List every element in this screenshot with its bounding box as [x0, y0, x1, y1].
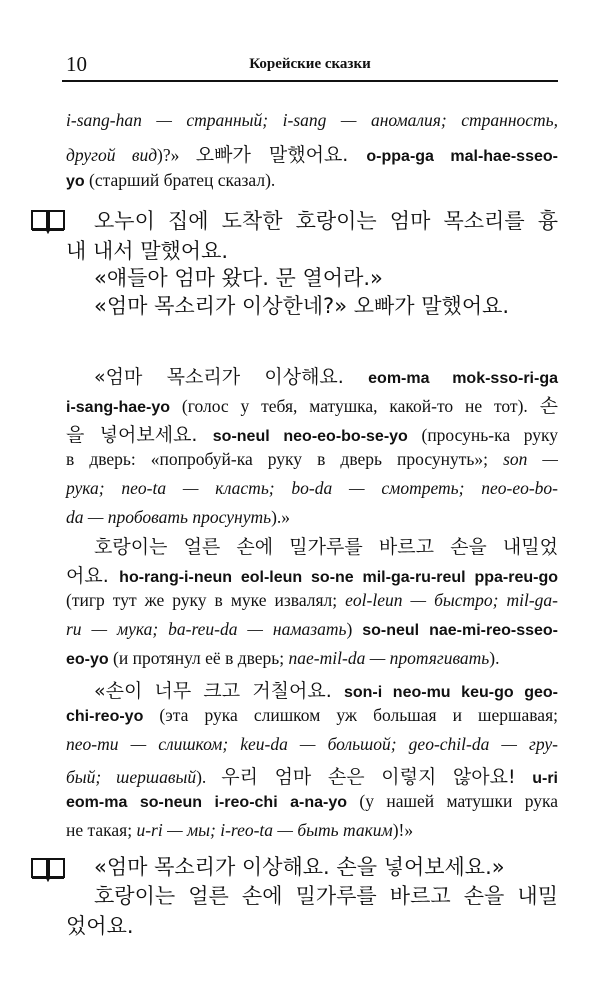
- text-line: [66, 705, 558, 726]
- plain-text: )!»: [392, 820, 414, 840]
- romanization-bold: eom-ma mok-sso-ri-ga: [368, 370, 559, 387]
- romanization-bold: eo-yo: [66, 651, 109, 668]
- plain-text: (старший братец сказал).: [84, 170, 276, 190]
- plain-text: ).: [196, 767, 222, 787]
- gloss-italic: eol-leun — быстро; mil-ga-: [345, 590, 558, 610]
- romanization-bold: eom-ma so-neun i-reo-chi a-na-yo: [66, 794, 348, 811]
- text-line: [66, 478, 558, 499]
- romanization-bold: chi-reo-yo: [66, 708, 144, 725]
- gloss-italic: рука; neo-ta — класть; bo-da — смотреть; neo-eo-bo-: [66, 478, 558, 498]
- korean-text: 손: [539, 395, 558, 417]
- page-number: 10: [66, 52, 87, 76]
- romanization-bold: so-neul nae-mi-reo-sseo-: [362, 622, 559, 639]
- text-line: [66, 561, 558, 588]
- page-header: [62, 50, 558, 80]
- text-line: [66, 791, 558, 812]
- korean-text: 호랑이는 얼른 손에 밀가루를 바르고 손을 내밀었: [94, 536, 558, 558]
- plain-text: ): [346, 619, 363, 639]
- plain-text: )?»: [157, 145, 196, 165]
- plain-text: (у нашей матушки рука: [347, 791, 559, 811]
- korean-text: «손이 너무 크고 거칠어요.: [94, 680, 344, 702]
- text-line: [94, 290, 558, 320]
- book-icon: [30, 208, 66, 234]
- text-line: [66, 170, 558, 191]
- korean-text: 호랑이는 얼른 손에 밀가루를 바르고 손을 내밀: [94, 884, 558, 908]
- romanization-bold: i-sang-hae-yo: [66, 399, 171, 416]
- text-line: [66, 734, 558, 755]
- header-rule: [62, 80, 558, 82]
- text-line: [66, 507, 558, 528]
- text-line: [94, 851, 558, 881]
- romanization-bold: yo: [66, 173, 85, 190]
- plain-text: (эта рука слишком уж большая и шершавая;: [143, 705, 558, 725]
- gloss-italic: другой вид: [66, 145, 158, 165]
- gloss-italic: i-sang: [282, 110, 327, 130]
- gloss-italic: neo-mu — слишком; keu-da — большой; geo-chil-da — гру-: [66, 734, 558, 754]
- korean-text: «엄마 목소리가 이상한네?» 오빠가 말했어요.: [94, 294, 510, 318]
- running-title: Корейские сказки: [249, 56, 371, 72]
- korean-text: 을 넣어보세요.: [66, 424, 213, 446]
- romanization-bold: ho-rang-i-neun eol-leun so-ne mil-ga-ru-reul ppa-reu-go: [119, 569, 558, 586]
- text-line: [66, 619, 558, 640]
- text-line: [66, 648, 558, 669]
- text-line: [94, 676, 558, 703]
- korean-text: 오누이 집에 도착한 호랑이는 엄마 목소리를 흉: [94, 209, 558, 233]
- text-line: [66, 140, 558, 167]
- plain-text: ).: [489, 648, 500, 668]
- korean-text: «엄마 목소리가 이상해요. 손을 넣어보세요.»: [94, 855, 505, 879]
- text-line: [94, 362, 558, 389]
- plain-text: (голос у тебя, матушка, какой-то не тот).: [170, 396, 540, 416]
- text-line: [66, 820, 558, 841]
- korean-text: 우리 엄마 손은 이렇지 않아요!: [221, 766, 533, 788]
- plain-text: в дверь: «попробуй-ка руку в дверь просунуть»;: [66, 449, 504, 469]
- gloss-italic: — странный;: [141, 110, 283, 130]
- text-line: [66, 110, 558, 131]
- text-line: [66, 590, 558, 611]
- book-icon: [30, 856, 66, 882]
- korean-text: «얘들아 엄마 왔다. 문 열어라.»: [94, 266, 383, 290]
- plain-text: (и протянул её в дверь;: [108, 648, 289, 668]
- gloss-italic: son —: [503, 449, 558, 469]
- gloss-italic: бый; шершавый: [66, 767, 197, 787]
- plain-text: ).»: [271, 507, 291, 527]
- gloss-italic: nae-mil-da — протягивать: [288, 648, 490, 668]
- text-line: [66, 391, 558, 418]
- plain-text: не такая;: [66, 820, 137, 840]
- text-line: [66, 420, 558, 447]
- korean-text: 오빠가 말했어요.: [195, 144, 367, 166]
- plain-text: (просунь-ка руку: [407, 425, 558, 445]
- romanization-bold: so-neul neo-eo-bo-se-yo: [212, 428, 408, 445]
- korean-text: «엄마 목소리가 이상해요.: [94, 366, 369, 388]
- text-line: [66, 449, 558, 470]
- plain-text: (тигр тут же руку в муке извалял;: [66, 590, 346, 610]
- text-line: [94, 205, 558, 235]
- text-line: [66, 235, 558, 265]
- korean-text: 내 내서 말했어요.: [66, 239, 229, 263]
- text-line: [94, 532, 558, 559]
- korean-text: 었어요.: [66, 914, 134, 938]
- romanization-bold: o-ppa-ga mal-hae-sseo-: [366, 148, 558, 165]
- romanization-bold: u-ri: [532, 770, 558, 787]
- text-line: [94, 262, 558, 292]
- gloss-italic: da — пробовать просунуть: [66, 507, 272, 527]
- text-line: [66, 762, 558, 789]
- gloss-italic: u-ri — мы; i-reo-ta — быть таким: [136, 820, 393, 840]
- gloss-italic: — аномалия; странность,: [326, 110, 558, 130]
- text-line: [66, 910, 558, 940]
- gloss-italic: i-sang-han: [66, 110, 142, 130]
- gloss-italic: ru — мука; ba-reu-da — намазать: [66, 619, 347, 639]
- romanization-bold: son-i neo-mu keu-go geo-: [343, 684, 558, 701]
- text-line: [94, 880, 558, 910]
- korean-text: 어요.: [66, 565, 120, 587]
